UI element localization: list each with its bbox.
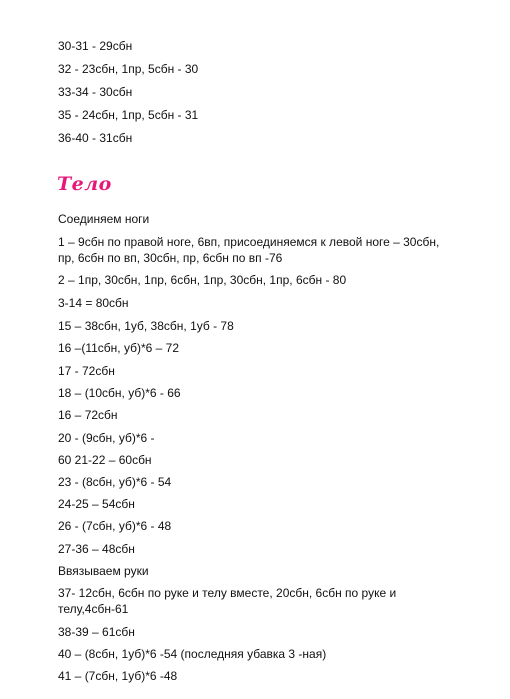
- row-line: 41 – (7сбн, 1уб)*6 -48: [58, 669, 178, 683]
- row-line: 18 – (10сбн, уб)*6 - 66: [58, 386, 181, 400]
- row-line: 16 – 72сбн: [58, 408, 118, 422]
- section-subtitle: Соединяем ноги: [58, 212, 150, 226]
- row-line: 30-31 - 29сбн: [58, 39, 133, 53]
- row-line: 35 - 24сбн, 1пр, 5сбн - 31: [58, 108, 199, 122]
- row-line: 24-25 – 54сбн: [58, 497, 135, 511]
- row-line: 26 - (7сбн, уб)*6 - 48: [58, 519, 172, 533]
- row-line: 36-40 - 31сбн: [58, 131, 133, 145]
- row-line: 33-34 - 30сбн: [58, 85, 133, 99]
- row-line: 38-39 – 61сбн: [58, 625, 135, 639]
- section-title: Тело: [57, 173, 112, 195]
- row-line: 27-36 – 48сбн: [58, 542, 135, 556]
- row-line: 16 –(11сбн, уб)*6 – 72: [58, 341, 180, 355]
- row-line: 23 - (8сбн, уб)*6 - 54: [58, 475, 172, 489]
- section-subtitle: Ввязываем руки: [58, 564, 149, 578]
- row-line: 60 21-22 – 60сбн: [58, 453, 152, 467]
- row-line: 1 – 9сбн по правой ноге, 6вп, присоединяемся к левой ноге – 30сбн, пр, 6сбн по вп, 30сбн, пр, 6сбн по вп -76: [58, 235, 440, 265]
- row-line: 37- 12сбн, 6сбн по руке и телу вместе, 20сбн, 6сбн по руке и телу,4сбн-61: [58, 586, 397, 616]
- row-line: 20 - (9сбн, уб)*6 -: [58, 431, 155, 445]
- row-line: 32 - 23сбн, 1пр, 5сбн - 30: [58, 62, 199, 76]
- row-line: 3-14 = 80сбн: [58, 296, 129, 310]
- row-line: 2 – 1пр, 30сбн, 1пр, 6сбн, 1пр, 30сбн, 1пр, 6сбн - 80: [58, 273, 347, 287]
- row-line: 40 – (8сбн, 1уб)*6 -54 (последняя убавка 3 -ная): [58, 647, 327, 661]
- row-line: 15 – 38сбн, 1уб, 38сбн, 1уб - 78: [58, 319, 234, 333]
- row-line: 17 - 72сбн: [58, 364, 115, 378]
